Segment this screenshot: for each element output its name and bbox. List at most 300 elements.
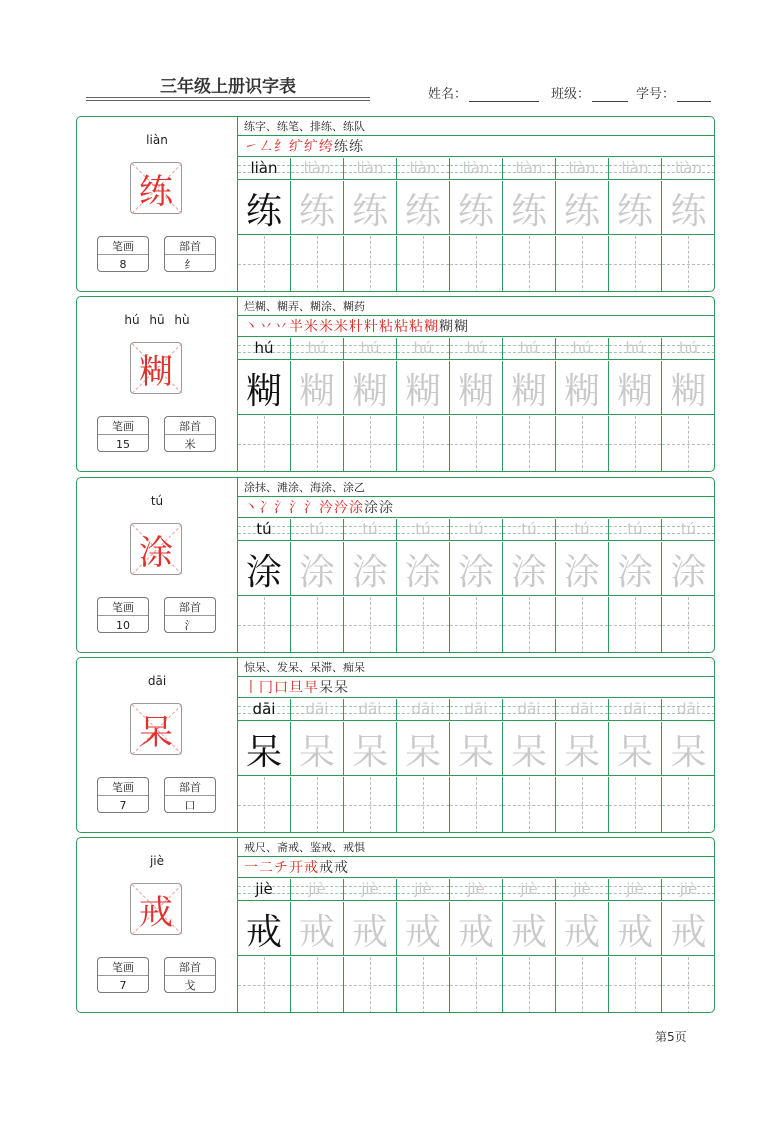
blank-writing-cell[interactable] bbox=[344, 236, 397, 292]
pinyin-trace: hú bbox=[519, 339, 539, 357]
stroke-count-box bbox=[97, 777, 149, 813]
blank-writing-cell[interactable] bbox=[450, 416, 503, 472]
stroke-step: 氵 bbox=[304, 500, 319, 516]
pinyin-trace: jiè bbox=[414, 880, 432, 898]
blank-writing-cell[interactable] bbox=[397, 236, 450, 292]
character-trace: 练 bbox=[404, 190, 441, 232]
radical-value: 氵 bbox=[184, 619, 196, 632]
blank-writing-cell[interactable] bbox=[397, 597, 450, 653]
character-cell bbox=[503, 361, 556, 415]
character-cell bbox=[662, 902, 715, 956]
pinyin-cell bbox=[344, 699, 397, 721]
blank-writing-cell[interactable] bbox=[556, 236, 609, 292]
title-underline-2 bbox=[86, 100, 370, 101]
pinyin-cell bbox=[344, 879, 397, 901]
character-info-panel bbox=[77, 478, 238, 652]
stroke-step: チ bbox=[274, 860, 289, 876]
stroke-count-label: 笔画 bbox=[98, 778, 148, 796]
stroke-step: 糊 bbox=[454, 319, 469, 335]
character-cell bbox=[450, 361, 503, 415]
character-glyph: 涂 bbox=[139, 532, 173, 573]
stroke-step: 一 bbox=[244, 860, 259, 876]
name-field[interactable] bbox=[428, 83, 539, 102]
stroke-step: 纩 bbox=[289, 139, 304, 155]
character-cell bbox=[609, 181, 662, 235]
pinyin-trace: dāi bbox=[517, 700, 541, 718]
pinyin-trace: hú bbox=[413, 339, 433, 357]
character-trace: 涂 bbox=[616, 551, 653, 593]
stroke-step: 早 bbox=[304, 680, 319, 696]
character-cell bbox=[609, 361, 662, 415]
character-cell bbox=[556, 722, 609, 776]
character-cell bbox=[344, 361, 397, 415]
pinyin-cell bbox=[397, 519, 450, 541]
stroke-step: 戒 bbox=[304, 860, 319, 876]
character-trace: 戒 bbox=[670, 911, 707, 953]
pinyin-cell bbox=[291, 879, 344, 901]
character-cell bbox=[344, 902, 397, 956]
character-trace: 戒 bbox=[404, 911, 441, 953]
blank-writing-cell[interactable] bbox=[344, 777, 397, 833]
pinyin-cell bbox=[503, 879, 556, 901]
pinyin-trace: jiè bbox=[467, 880, 485, 898]
pinyin-cell bbox=[397, 338, 450, 360]
character-trace: 糊 bbox=[351, 370, 388, 412]
character-trace: 戒 bbox=[298, 911, 335, 953]
character-cell bbox=[503, 722, 556, 776]
pinyin-trace: liàn bbox=[409, 159, 437, 177]
radical-label: 部首 bbox=[165, 598, 215, 616]
character-box bbox=[130, 342, 182, 394]
radical-box bbox=[164, 597, 216, 633]
character-trace: 戒 bbox=[457, 911, 494, 953]
pinyin-trace: hú bbox=[625, 339, 645, 357]
stroke-count-value: 10 bbox=[116, 618, 130, 632]
pinyin-cell bbox=[609, 879, 662, 901]
character-trace: 呆 bbox=[245, 731, 282, 773]
character-cell bbox=[238, 542, 291, 596]
stroke-count-label: 笔画 bbox=[98, 237, 148, 255]
radical-box bbox=[164, 236, 216, 272]
character-trace: 涂 bbox=[510, 551, 547, 593]
pinyin-trace: liàn bbox=[674, 159, 703, 177]
blank-writing-cell[interactable] bbox=[450, 236, 503, 292]
blank-writing-cell[interactable] bbox=[238, 777, 291, 833]
blank-writing-cell[interactable] bbox=[662, 597, 715, 653]
blank-writing-cell[interactable] bbox=[609, 597, 662, 653]
pinyin-cell bbox=[344, 158, 397, 180]
blank-writing-cell[interactable] bbox=[291, 777, 344, 833]
pinyin-trace: hú bbox=[254, 339, 274, 357]
character-cell bbox=[238, 902, 291, 956]
character-cell bbox=[609, 542, 662, 596]
pinyin-cell bbox=[556, 519, 609, 541]
stroke-count-value: 15 bbox=[116, 437, 130, 451]
character-cell bbox=[238, 361, 291, 415]
radical-box bbox=[164, 957, 216, 993]
pinyin-trace: tú bbox=[415, 520, 431, 538]
character-card bbox=[76, 477, 715, 653]
character-trace: 糊 bbox=[404, 370, 441, 412]
character-trace: 糊 bbox=[298, 370, 335, 412]
stroke-step: 粘 bbox=[394, 319, 409, 335]
example-words: 惊呆、发呆、呆滞、痴呆 bbox=[238, 658, 715, 677]
stroke-step: ㇀ bbox=[244, 139, 259, 155]
character-cell bbox=[344, 542, 397, 596]
character-cell bbox=[450, 542, 503, 596]
character-cell bbox=[609, 722, 662, 776]
stroke-step: 粘 bbox=[409, 319, 424, 335]
pinyin-cell bbox=[503, 158, 556, 180]
stroke-count-box bbox=[97, 957, 149, 993]
character-trace: 练 bbox=[457, 190, 494, 232]
pinyin-cell bbox=[662, 338, 715, 360]
stroke-count-value: 7 bbox=[119, 798, 127, 812]
blank-writing-cell[interactable] bbox=[291, 957, 344, 1013]
blank-writing-cell[interactable] bbox=[556, 777, 609, 833]
pinyin-cell bbox=[238, 879, 291, 901]
blank-writing-cell[interactable] bbox=[662, 416, 715, 472]
character-cell bbox=[662, 542, 715, 596]
practice-grid bbox=[238, 158, 715, 292]
pinyin-trace: liàn bbox=[568, 159, 596, 177]
stroke-step: ㇜ bbox=[259, 139, 274, 155]
pinyin-cell bbox=[291, 338, 344, 360]
blank-writing-cell[interactable] bbox=[503, 957, 556, 1013]
number-field[interactable] bbox=[636, 83, 711, 102]
stroke-count-box bbox=[97, 416, 149, 452]
pinyin-trace: tú bbox=[521, 520, 537, 538]
character-trace: 戒 bbox=[563, 911, 600, 953]
class-label: 班级： bbox=[551, 87, 591, 102]
stroke-order bbox=[238, 678, 715, 698]
stroke-step: 冂 bbox=[259, 680, 274, 696]
pinyin-trace: liàn bbox=[515, 159, 543, 177]
stroke-order bbox=[238, 858, 715, 878]
character-cell bbox=[291, 902, 344, 956]
pinyin-cell bbox=[344, 519, 397, 541]
pinyin-cell bbox=[238, 158, 291, 180]
stroke-step: 粘 bbox=[379, 319, 394, 335]
stroke-step: 练 bbox=[334, 139, 349, 155]
blank-writing-cell[interactable] bbox=[662, 236, 715, 292]
stroke-count-value: 7 bbox=[119, 978, 127, 992]
pinyin-trace: liàn bbox=[303, 159, 331, 177]
character-cell bbox=[662, 361, 715, 415]
pinyin-trace: tú bbox=[574, 520, 590, 538]
pinyin-cell bbox=[556, 699, 609, 721]
radical-label: 部首 bbox=[165, 237, 215, 255]
stroke-step: 氵 bbox=[289, 500, 304, 516]
blank-writing-cell[interactable] bbox=[238, 597, 291, 653]
pinyin-trace: liàn bbox=[462, 159, 490, 177]
pinyin-trace: dāi bbox=[358, 700, 382, 718]
stroke-order bbox=[238, 317, 715, 337]
class-field[interactable] bbox=[551, 83, 628, 102]
stroke-step: 丨 bbox=[244, 680, 259, 696]
character-info-panel bbox=[77, 297, 238, 471]
pinyin-trace: tú bbox=[680, 520, 697, 538]
radical-label: 部首 bbox=[165, 958, 215, 976]
page-number: 第5页 bbox=[655, 1030, 687, 1044]
stroke-step: 旦 bbox=[289, 680, 304, 696]
stroke-step: 糊 bbox=[439, 319, 454, 335]
name-blank[interactable] bbox=[469, 87, 539, 102]
character-trace: 呆 bbox=[351, 731, 388, 773]
radical-label: 部首 bbox=[165, 778, 215, 796]
character-trace: 练 bbox=[245, 190, 282, 232]
character-trace: 涂 bbox=[404, 551, 441, 593]
character-cell bbox=[450, 181, 503, 235]
stroke-step: 二 bbox=[259, 860, 274, 876]
example-words: 烂糊、糊弄、糊涂、糊药 bbox=[238, 297, 715, 316]
pinyin-cell bbox=[291, 699, 344, 721]
character-cell bbox=[238, 181, 291, 235]
blank-writing-cell[interactable] bbox=[344, 597, 397, 653]
stroke-step: 丶 bbox=[244, 500, 259, 516]
stroke-step: 汵 bbox=[334, 500, 349, 516]
character-cell bbox=[556, 181, 609, 235]
character-box bbox=[130, 523, 182, 575]
character-trace: 戒 bbox=[245, 911, 282, 953]
stroke-step: 呆 bbox=[319, 680, 334, 696]
blank-writing-cell[interactable] bbox=[450, 597, 503, 653]
stroke-step: 开 bbox=[289, 860, 304, 876]
pinyin-trace: dāi bbox=[411, 700, 435, 718]
character-trace: 呆 bbox=[616, 731, 653, 773]
pinyin-cell bbox=[238, 699, 291, 721]
character-cell bbox=[291, 361, 344, 415]
character-box bbox=[130, 883, 182, 935]
class-blank[interactable] bbox=[592, 87, 628, 102]
blank-writing-cell[interactable] bbox=[238, 236, 291, 292]
pinyin-trace: tú bbox=[309, 520, 325, 538]
pinyin-cell bbox=[450, 158, 503, 180]
pinyin-trace: liàn bbox=[356, 159, 384, 177]
pinyin-cell bbox=[662, 699, 715, 721]
character-cell bbox=[344, 181, 397, 235]
character-cell bbox=[662, 722, 715, 776]
character-trace: 练 bbox=[670, 190, 707, 232]
character-cell bbox=[344, 722, 397, 776]
pinyin-trace: hú bbox=[307, 339, 327, 357]
blank-writing-cell[interactable] bbox=[556, 416, 609, 472]
stroke-step: 纟 bbox=[274, 139, 289, 155]
pinyin-cell bbox=[503, 699, 556, 721]
character-cell bbox=[397, 722, 450, 776]
character-card bbox=[76, 296, 715, 472]
pinyin-cell bbox=[662, 879, 715, 901]
stroke-step: 戒 bbox=[319, 860, 334, 876]
name-label: 姓名： bbox=[428, 87, 468, 102]
stroke-order bbox=[238, 498, 715, 518]
pinyin-trace: tú bbox=[256, 520, 272, 538]
pinyin-cell bbox=[450, 879, 503, 901]
stroke-count-label: 笔画 bbox=[98, 417, 148, 435]
character-cell bbox=[503, 181, 556, 235]
blank-writing-cell[interactable] bbox=[291, 416, 344, 472]
blank-writing-cell[interactable] bbox=[609, 777, 662, 833]
pinyin-cell bbox=[238, 519, 291, 541]
stroke-step: 米 bbox=[334, 319, 349, 335]
blank-writing-cell[interactable] bbox=[556, 597, 609, 653]
character-cell bbox=[662, 181, 715, 235]
pinyin-trace: dāi bbox=[464, 700, 488, 718]
blank-writing-cell[interactable] bbox=[662, 777, 715, 833]
radical-value: 米 bbox=[184, 438, 196, 451]
character-box bbox=[130, 162, 182, 214]
pinyin-trace: dāi bbox=[623, 700, 647, 718]
character-cell bbox=[397, 361, 450, 415]
character-cell bbox=[291, 181, 344, 235]
practice-grid bbox=[238, 519, 715, 653]
stroke-count-box bbox=[97, 236, 149, 272]
character-cell bbox=[556, 361, 609, 415]
pinyin-cell bbox=[450, 699, 503, 721]
character-trace: 涂 bbox=[457, 551, 494, 593]
character-cell bbox=[238, 722, 291, 776]
stroke-step: 涂 bbox=[349, 500, 364, 516]
number-blank[interactable] bbox=[677, 87, 711, 102]
character-pinyin: tú bbox=[150, 494, 164, 508]
character-pinyin: dāi bbox=[147, 674, 167, 688]
stroke-step: 米 bbox=[304, 319, 319, 335]
character-cell bbox=[450, 902, 503, 956]
pinyin-trace: dāi bbox=[570, 700, 594, 718]
character-trace: 涂 bbox=[670, 551, 707, 593]
character-trace: 练 bbox=[351, 190, 388, 232]
stroke-step: 戒 bbox=[334, 860, 349, 876]
radical-value: 戈 bbox=[184, 979, 196, 992]
character-trace: 糊 bbox=[510, 370, 547, 412]
pinyin-trace: jiè bbox=[361, 880, 379, 898]
stroke-step: 纩 bbox=[304, 139, 319, 155]
pinyin-cell bbox=[609, 699, 662, 721]
page-title: 三年级上册识字表 bbox=[160, 77, 296, 97]
pinyin-trace: dāi bbox=[252, 700, 276, 718]
blank-writing-cell[interactable] bbox=[291, 597, 344, 653]
pinyin-trace: liàn bbox=[621, 159, 649, 177]
character-cell bbox=[450, 722, 503, 776]
pinyin-cell bbox=[609, 158, 662, 180]
blank-writing-cell[interactable] bbox=[503, 597, 556, 653]
stroke-step: 冫 bbox=[259, 500, 274, 516]
blank-writing-cell[interactable] bbox=[397, 957, 450, 1013]
radical-value: 纟 bbox=[184, 258, 196, 271]
character-trace: 糊 bbox=[563, 370, 600, 412]
blank-writing-cell[interactable] bbox=[344, 416, 397, 472]
character-cell bbox=[397, 902, 450, 956]
stroke-step: 呆 bbox=[334, 680, 349, 696]
character-trace: 练 bbox=[510, 190, 547, 232]
radical-box bbox=[164, 777, 216, 813]
stroke-step: 汵 bbox=[319, 500, 334, 516]
blank-writing-cell[interactable] bbox=[503, 416, 556, 472]
stroke-count-label: 笔画 bbox=[98, 958, 148, 976]
pinyin-trace: jiè bbox=[573, 880, 591, 898]
blank-writing-cell[interactable] bbox=[450, 777, 503, 833]
blank-writing-cell[interactable] bbox=[556, 957, 609, 1013]
character-cell bbox=[503, 542, 556, 596]
character-box bbox=[130, 703, 182, 755]
character-card bbox=[76, 837, 715, 1013]
character-trace: 呆 bbox=[457, 731, 494, 773]
character-pinyin: liàn bbox=[146, 133, 168, 147]
blank-writing-cell[interactable] bbox=[503, 236, 556, 292]
blank-writing-cell[interactable] bbox=[344, 957, 397, 1013]
practice-grid bbox=[238, 879, 715, 1013]
stroke-step: 半 bbox=[289, 319, 304, 335]
character-trace: 戒 bbox=[351, 911, 388, 953]
radical-box bbox=[164, 416, 216, 452]
blank-writing-cell[interactable] bbox=[450, 957, 503, 1013]
character-trace: 练 bbox=[563, 190, 600, 232]
character-trace: 呆 bbox=[404, 731, 441, 773]
stroke-step: 籵 bbox=[364, 319, 379, 335]
character-trace: 涂 bbox=[245, 551, 282, 593]
character-glyph: 练 bbox=[139, 171, 173, 212]
radical-value: 口 bbox=[184, 799, 196, 812]
character-glyph: 糊 bbox=[139, 351, 173, 392]
character-trace: 呆 bbox=[563, 731, 600, 773]
stroke-step: 练 bbox=[349, 139, 364, 155]
stroke-step: 涂 bbox=[364, 500, 379, 516]
stroke-step: 涂 bbox=[379, 500, 394, 516]
pinyin-cell bbox=[556, 879, 609, 901]
pinyin-cell bbox=[662, 158, 715, 180]
character-trace: 糊 bbox=[245, 370, 282, 412]
stroke-step: 米 bbox=[319, 319, 334, 335]
character-info-panel bbox=[77, 658, 238, 832]
blank-writing-cell[interactable] bbox=[609, 416, 662, 472]
pinyin-cell bbox=[503, 519, 556, 541]
pinyin-trace: tú bbox=[468, 520, 484, 538]
blank-writing-cell[interactable] bbox=[238, 416, 291, 472]
pinyin-trace: hú bbox=[466, 339, 486, 357]
blank-writing-cell[interactable] bbox=[397, 416, 450, 472]
character-trace: 涂 bbox=[298, 551, 335, 593]
stroke-step: 糊 bbox=[424, 319, 439, 335]
pinyin-trace: jiè bbox=[255, 880, 273, 898]
stroke-step: 氵 bbox=[274, 500, 289, 516]
character-card bbox=[76, 657, 715, 833]
character-card bbox=[76, 116, 715, 292]
blank-writing-cell[interactable] bbox=[609, 957, 662, 1013]
blank-writing-cell[interactable] bbox=[291, 236, 344, 292]
character-trace: 呆 bbox=[298, 731, 335, 773]
pinyin-cell bbox=[450, 519, 503, 541]
pinyin-trace: hú bbox=[360, 339, 380, 357]
pinyin-trace: hú bbox=[678, 339, 698, 357]
character-pinyin: hú hū hù bbox=[124, 313, 190, 327]
blank-writing-cell[interactable] bbox=[397, 777, 450, 833]
blank-writing-cell[interactable] bbox=[503, 777, 556, 833]
character-trace: 练 bbox=[616, 190, 653, 232]
practice-grid bbox=[238, 699, 715, 833]
radical-label: 部首 bbox=[165, 417, 215, 435]
blank-writing-cell[interactable] bbox=[238, 957, 291, 1013]
pinyin-cell bbox=[662, 519, 715, 541]
stroke-step: 籵 bbox=[349, 319, 364, 335]
pinyin-trace: tú bbox=[362, 520, 378, 538]
character-info-panel bbox=[77, 838, 238, 1012]
blank-writing-cell[interactable] bbox=[662, 957, 715, 1013]
pinyin-trace: dāi bbox=[677, 700, 700, 718]
blank-writing-cell[interactable] bbox=[609, 236, 662, 292]
pinyin-trace: dāi bbox=[305, 700, 329, 718]
pinyin-cell bbox=[450, 338, 503, 360]
stroke-count-label: 笔画 bbox=[98, 598, 148, 616]
